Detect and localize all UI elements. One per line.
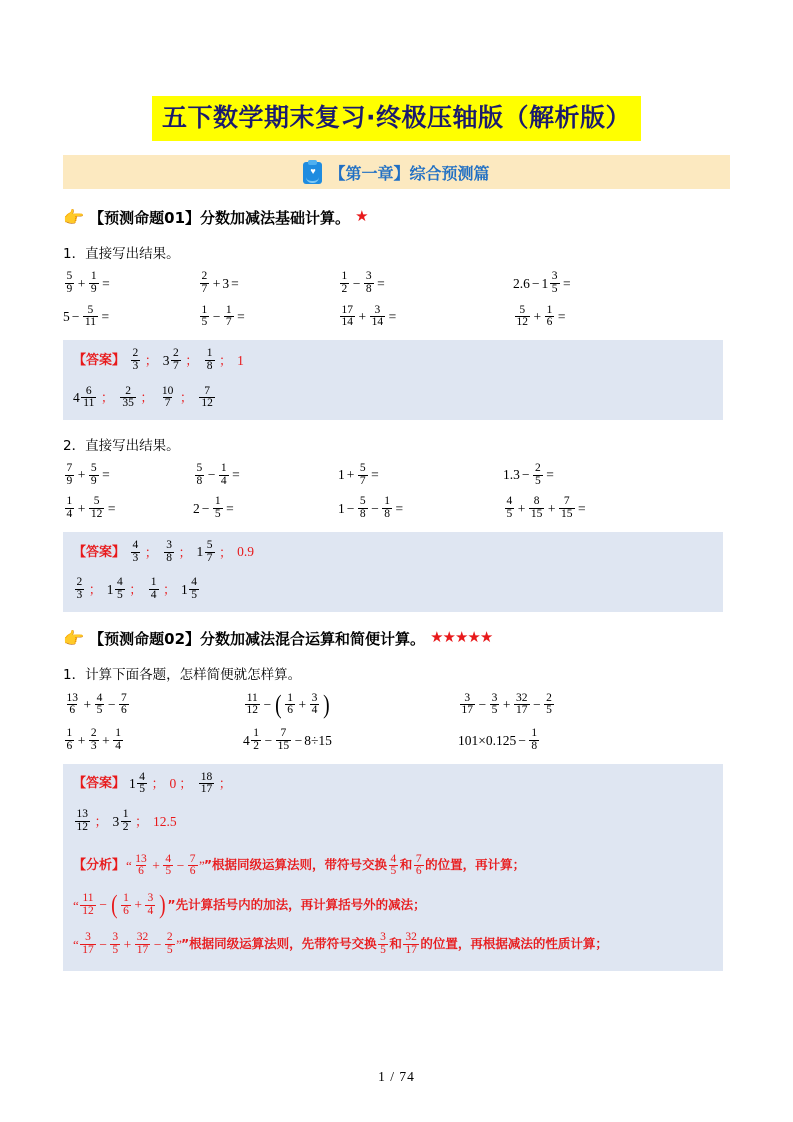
quote-close: ” (176, 937, 182, 953)
answer-value: 1 $\frac{5}{7}$ (196, 538, 213, 564)
answer-value: $\frac{1}{4}$ (150, 576, 157, 602)
expression-row (63, 305, 730, 329)
proposition-title-01: 【预测命题01】分数加减法基础计算。 (89, 209, 351, 228)
analysis-fraction-b: $\frac{7}{6}$ (415, 852, 422, 878)
separator: ； (88, 582, 102, 598)
page-number: 1 / 74 (378, 1069, 415, 1084)
answer-value: 0.9 (237, 544, 254, 560)
expression: $\frac{1}{2}$ − $\frac{3}{8}$ = (341, 270, 385, 295)
expression: 2 − $\frac{1}{5}$ = (193, 495, 234, 521)
separator: ； (185, 352, 199, 368)
title-container (63, 0, 730, 141)
pointing-hand-icon: 👉 (63, 208, 85, 228)
analysis-fraction-a: $\frac{4}{5}$ (390, 852, 397, 878)
expression: $\frac{1}{5}$ − $\frac{1}{7}$ = (201, 303, 245, 329)
expression: $\frac{7}{9}$ + $\frac{5}{9}$ = (66, 462, 110, 487)
question-number: 1． (63, 666, 86, 683)
page-title: 五下数学期末复习·终极压轴版（解析版） (152, 96, 641, 141)
answer-value: $\frac{7}{12}$ (201, 384, 213, 410)
answer-value: 4 $\frac{6}{11}$ (73, 384, 95, 410)
expression: $\frac{17}{14}$ + $\frac{3}{14}$ = (341, 303, 397, 329)
separator: ； (129, 582, 143, 598)
analysis-text: ”先计算括号内的加法，再计算括号外的减法； (167, 896, 426, 912)
expression: $\frac{1}{6}$ + $\frac{2}{3}$ + $\frac{1}{4}$ (66, 727, 121, 752)
chapter-title: 【第一章】综合预测篇 (329, 163, 490, 183)
expression-row (63, 689, 730, 719)
quote-close: ” (199, 858, 205, 874)
proposition-heading-02 (63, 628, 730, 649)
separator: ； (94, 813, 108, 829)
separator: ； (140, 390, 154, 406)
quote-open: “ (126, 858, 132, 874)
expression: $\frac{5}{8}$ − $\frac{1}{4}$ = (196, 462, 240, 487)
answer-value: 1 (237, 352, 244, 368)
answer-value: $\frac{10}{7}$ (161, 384, 174, 410)
analysis-text: ”根据同级运算法则，带符号交换 (203, 857, 388, 873)
answer-value: 1 $\frac{4}{5}$ (129, 770, 146, 796)
answer-value: 1 $\frac{4}{5}$ (181, 576, 198, 602)
analysis-line-2 (73, 889, 713, 919)
answer-value: $\frac{4}{3}$ (132, 538, 139, 564)
expression: 2.6 − 1 $\frac{3}{5}$ = (513, 270, 571, 295)
answer-value: 1 $\frac{4}{5}$ (106, 576, 123, 602)
proposition-title-02: 【预测命题02】分数加减法混合运算和简便计算。 (89, 629, 426, 648)
answer-label: 【答案】 (73, 352, 126, 368)
answer-value: $\frac{2}{3}$ (132, 347, 139, 372)
analysis-expression: $\frac{13}{6}$ + $\frac{4}{5}$ − $\frac{7}{6}$ (135, 852, 196, 878)
answer-value: 3 $\frac{1}{2}$ (112, 808, 129, 833)
difficulty-stars-01: ★ (355, 209, 368, 226)
separator: ； (219, 352, 233, 368)
answer-value: $\frac{2}{35}$ (122, 384, 134, 410)
answer-line (73, 540, 713, 564)
answer-value: $\frac{18}{17}$ (200, 770, 213, 796)
answer-line (73, 577, 713, 601)
proposition-heading-01 (63, 207, 730, 228)
expression-row (63, 728, 730, 752)
analysis-line-3 (73, 932, 713, 956)
answer-value: 0 (169, 776, 177, 792)
page-footer (0, 1069, 793, 1085)
pointing-hand-icon: 👉 (63, 628, 85, 648)
separator: ； (178, 544, 192, 560)
expression-row (63, 463, 730, 487)
answer-line (73, 348, 713, 372)
analysis-join: 和 (389, 936, 402, 952)
analysis-expression: $\frac{11}{12}$ − ( $\frac{1}{6}$ + $\frac{3}{4}$ ) (82, 889, 166, 919)
analysis-fraction-b: $\frac{32}{17}$ (405, 931, 417, 957)
answer-line (73, 386, 713, 410)
expression: $\frac{3}{17}$ − $\frac{3}{5}$ + $\frac{32}{17}$ − $\frac{2}{5}$ (461, 691, 552, 717)
expression: 1 + $\frac{5}{7}$ = (338, 462, 379, 487)
expression: 1.3 − $\frac{2}{5}$ = (503, 462, 554, 487)
analysis-label: 【分析】 (73, 858, 126, 874)
analysis-fraction-a: $\frac{3}{5}$ (380, 931, 386, 957)
answer-box-1-1 (63, 340, 723, 420)
answer-line (73, 772, 713, 796)
separator: ； (179, 776, 193, 792)
answer-value: 3 $\frac{2}{7}$ (162, 347, 179, 372)
answer-value: 12.5 (153, 813, 177, 829)
separator: ； (218, 776, 232, 792)
analysis-expression: $\frac{3}{17}$ − $\frac{3}{5}$ + $\frac{32}{17}$ − $\frac{2}{5}$ (82, 931, 173, 957)
analysis-text: ”根据同级运算法则，先带符号交换 (180, 936, 377, 952)
expression: 5 − $\frac{5}{11}$ = (63, 303, 110, 329)
question-text: 直接写出结果。 (85, 246, 180, 263)
answer-line (73, 809, 713, 833)
answer-box-1-2 (63, 532, 723, 612)
answer-value: $\frac{2}{3}$ (76, 576, 83, 602)
chapter-banner (63, 155, 730, 189)
separator: ； (144, 352, 158, 368)
question-number: 2． (63, 438, 86, 454)
expression: 101×0.125 − $\frac{1}{8}$ (458, 727, 538, 752)
answer-value: $\frac{13}{12}$ (76, 808, 88, 833)
difficulty-stars-02: ★★★★★ (430, 629, 493, 646)
question-prompt-2-1 (63, 663, 730, 683)
expression: $\frac{2}{7}$ + 3 = (201, 270, 239, 295)
separator: ； (163, 582, 177, 598)
analysis-text-tail: 的位置，再计算； (425, 857, 526, 873)
question-number: 1． (63, 246, 86, 263)
question-prompt-1-1 (63, 242, 730, 262)
analysis-join: 和 (399, 857, 413, 873)
separator: ； (135, 813, 149, 829)
answer-value: $\frac{1}{8}$ (206, 347, 213, 372)
expression: $\frac{5}{9}$ + $\frac{1}{9}$ = (66, 270, 110, 295)
analysis-line-1 (73, 854, 713, 878)
answer-value: $\frac{3}{8}$ (166, 538, 173, 564)
separator: ； (144, 544, 158, 560)
analysis-text-tail: 的位置，再根据减法的性质计算； (420, 936, 608, 952)
question-text: 计算下面各题，怎样简便就怎样算。 (85, 666, 302, 683)
quote-open: “ (73, 937, 79, 953)
separator: ； (100, 390, 114, 406)
answer-label: 【答案】 (73, 776, 126, 792)
question-text: 直接写出结果。 (85, 438, 180, 454)
expression-row (63, 496, 730, 520)
answer-label: 【答案】 (73, 544, 126, 560)
expression: $\frac{5}{12}$ + $\frac{1}{6}$ = (516, 303, 566, 329)
expression: $\frac{1}{4}$ + $\frac{5}{12}$ = (66, 495, 116, 521)
quote-open: “ (73, 897, 79, 913)
answer-box-2-1 (63, 764, 723, 971)
separator: ； (179, 390, 193, 406)
expression: $\frac{4}{5}$ + $\frac{8}{15}$ + $\frac{7}{15}$ = (506, 495, 586, 521)
separator: ； (151, 776, 165, 792)
expression: 4 $\frac{1}{2}$ − $\frac{7}{15}$ − 8÷15 (243, 727, 332, 752)
question-prompt-1-2 (63, 434, 730, 454)
clipboard-heart-icon: ♥ (303, 160, 322, 184)
expression: $\frac{11}{12}$ − ( $\frac{1}{6}$ + $\frac{3}{4}$ ) (246, 689, 330, 719)
expression: 1 − $\frac{5}{8}$ − $\frac{1}{8}$ = (338, 495, 404, 521)
expression: $\frac{13}{6}$ + $\frac{4}{5}$ − $\frac{7}{6}$ (66, 691, 127, 717)
separator: ； (219, 544, 233, 560)
expression-row (63, 271, 730, 295)
